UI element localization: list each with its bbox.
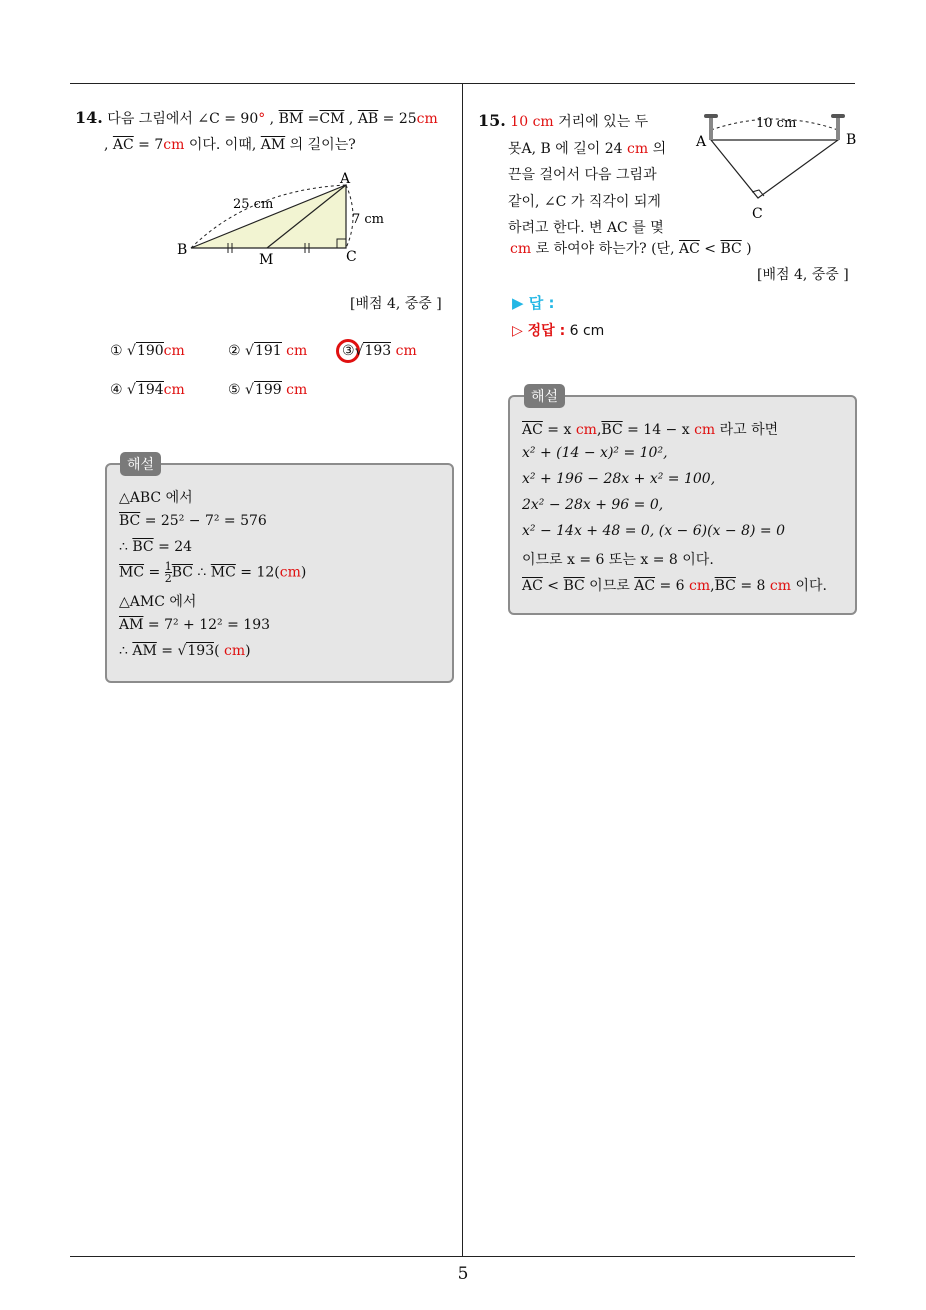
nail-b-shaft [836, 118, 840, 140]
q14-unit-2: cm [163, 137, 185, 153]
correct-answer [512, 320, 604, 340]
column-divider [462, 83, 463, 1257]
q15-sol-l7-a: < [542, 578, 564, 594]
q15-stem-line6 [510, 238, 752, 258]
q15-l2-unit: cm [627, 140, 649, 157]
q14-sol-l7-seg: $\overline{AM}$ [132, 643, 157, 659]
q15-seg-bc: $\overline{BC}$ [720, 241, 742, 257]
label-b: B [177, 242, 188, 258]
q14-sol-line7 [119, 643, 251, 659]
q14-sol-l4-seg: $\overline{MC}$ [119, 564, 145, 581]
q14-triangle-figure [170, 165, 400, 270]
choice-2-unit: cm [286, 343, 308, 359]
label-c: C [752, 206, 763, 222]
label-7cm: 7 cm [352, 212, 385, 227]
triangle-abc [191, 185, 346, 248]
choice-1-radicand: 190 [136, 343, 164, 359]
q14-eq: = [303, 111, 320, 127]
q15-sol-l7-seg: $\overline{AC}$ [522, 578, 543, 594]
q15-l2: 못A, B 에 길이 24 [508, 140, 623, 157]
q14-sol-l4-pre2: ∴ [192, 564, 211, 581]
nail-b-head [831, 114, 845, 118]
q15-sol-l7-u1: cm [689, 578, 711, 594]
q14-seg-am: $\overline{AM}$ [260, 137, 286, 153]
label-a: A [340, 171, 351, 187]
choice-4-unit: cm [163, 382, 185, 398]
q15-sol-l7-u2: cm [769, 578, 792, 594]
choice-2-radicand: 191 [254, 343, 282, 359]
q14-sol-l3-seg: $\overline{BC}$ [132, 539, 154, 555]
q14-sol-l4-close: ) [300, 564, 307, 581]
q14-sol-line2 [119, 513, 267, 529]
q15-sol-l7-seg2: $\overline{BC}$ [563, 578, 585, 594]
q14-degree: ° [258, 111, 266, 127]
q15-sol-line4: 2x² − 28x + 96 = 0, [522, 497, 664, 513]
label-b: B [846, 132, 857, 148]
q15-solution-box [508, 395, 857, 615]
q14-sol-line3 [119, 539, 192, 555]
choice-4[interactable]: ④ √194cm [110, 382, 185, 398]
q14-line2-mid: 이다. 이때, [184, 137, 261, 153]
q14-sol-seg-bc: $\overline{BC}$ [119, 513, 141, 529]
choice-1[interactable]: ① √190cm [110, 343, 185, 359]
q15-sol-l7-d: , [710, 578, 715, 594]
q14-seg-ab: $\overline{AB}$ [357, 111, 379, 127]
choice-3[interactable]: ③√193 cm [342, 343, 417, 359]
answer-label: ▶ 답 : [512, 294, 555, 312]
q14-stem-prefix: 다음 그림에서 ∠C = 90 [107, 111, 259, 127]
q15-sol-line6: 이므로 x = 6 또는 x = 8 이다. [522, 552, 714, 568]
label-m: M [259, 252, 274, 268]
choice-1-unit: cm [163, 343, 185, 359]
q15-sol-line2: x² + (14 − x)² = 10², [522, 445, 668, 461]
choice-5-num: ⑤ [228, 382, 241, 398]
q15-number: 15. [478, 111, 506, 130]
bottom-rule [70, 1256, 855, 1257]
q14-sol-l4-seg2: $\overline{BC}$ [171, 564, 193, 581]
q14-seg-cm: $\overline{CM}$ [319, 111, 345, 127]
q15-seg-ac: $\overline{AC}$ [679, 241, 700, 257]
q15-l1-val: 10 [510, 114, 529, 130]
label-10cm: 10 cm [756, 116, 797, 131]
q14-sol-l6-seg: $\overline{AM}$ [119, 617, 144, 633]
q14-sol-line4 [119, 561, 306, 584]
q14-sol-frac-num: 1 [164, 560, 172, 573]
q14-stem-line2 [104, 134, 356, 154]
q14-sol-fraction [165, 561, 172, 584]
nail-a-shaft [709, 118, 713, 140]
q15-l6-rest: 로 하여야 하는가? (단, [531, 241, 679, 257]
q15-sol-l1-u1: cm [575, 422, 597, 438]
q14-sol-l4-rest: = 12( [235, 564, 280, 581]
page-number: 5 [457, 1264, 469, 1284]
q15-l6-unit: cm [510, 241, 532, 257]
q14-seg-bm: $\overline{BM}$ [278, 111, 304, 127]
q14-sol-line5: △AMC 에서 [119, 594, 197, 610]
q14-sol-l7-rad: 193 [187, 643, 215, 659]
choice-4-num: ④ [110, 382, 123, 398]
choice-3-unit: cm [395, 343, 417, 359]
label-c: C [346, 249, 357, 265]
choice-5-unit: cm [286, 382, 308, 398]
q15-l2-rest: 의 [648, 140, 667, 157]
q14-sol-frac-den: 2 [164, 572, 172, 585]
q14-solution-box [105, 463, 454, 683]
q15-sol-l7-c: = 6 [655, 578, 690, 594]
choice-3-num: ③ [342, 343, 355, 359]
q15-lt: < [699, 241, 721, 257]
q15-sol-l1-seg2: $\overline{BC}$ [601, 422, 623, 438]
q14-number: 14. [75, 108, 103, 127]
q15-sol-l1-d: 라고 하면 [715, 422, 779, 438]
q15-sol-l1-u2: cm [694, 422, 716, 438]
label-a: A [696, 134, 707, 150]
q15-close: ) [741, 241, 752, 257]
q15-stem-line3: 끈을 걸어서 다음 그림과 [508, 167, 657, 183]
q14-stem-line1 [75, 108, 438, 128]
q15-sol-line1 [522, 419, 778, 439]
q14-sol-l7-eq: = √ [156, 643, 187, 659]
q14-sol-l7-open: ( [214, 643, 225, 659]
q15-sol-l1-a: = x [542, 422, 576, 438]
q14-sol-l4-seg3: $\overline{MC}$ [210, 564, 236, 581]
q14-sol-line1: △ABC 에서 [119, 490, 193, 506]
q14-sol-l3-rest: = 24 [153, 539, 193, 555]
q15-sol-l1-b: , [596, 422, 602, 438]
q15-meta: [배점 4, 중중 ] [757, 267, 849, 283]
q15-sol-l1-seg: $\overline{AC}$ [522, 422, 543, 438]
q15-sol-l7-seg3: $\overline{AC}$ [634, 578, 656, 594]
q14-sol-l7-unit: cm [224, 643, 246, 659]
q15-stem-line4: 같이, ∠C 가 직각이 되게 [508, 193, 661, 210]
q14-sol-l4-unit: cm [279, 564, 301, 581]
q14-ac-value: = 7 [133, 137, 164, 153]
q15-sol-line3: x² + 196 − 28x + x² = 100, [522, 471, 716, 487]
q14-seg-ac: $\overline{AC}$ [112, 137, 134, 153]
q15-stem [478, 108, 688, 242]
q14-sep1: , [265, 111, 279, 127]
q14-solution-label: 해설 [120, 452, 161, 476]
q14-sol-l7-close: ) [245, 643, 251, 659]
q15-sol-line5: x² − 14x + 48 = 0, (x − 6)(x − 8) = 0 [522, 523, 785, 539]
q14-meta: [배점 4, 중중 ] [350, 296, 442, 312]
q14-sep2: , [344, 111, 358, 127]
label-25cm: 25 cm [233, 197, 274, 212]
correct-answer-label: ▷ 정답 : [512, 323, 566, 339]
q15-stem-line5: 하려고 한다. 변 AC 를 몇 [508, 220, 664, 236]
q15-sol-l7-seg4: $\overline{BC}$ [714, 578, 736, 594]
q15-sol-l7-f: 이다. [791, 578, 827, 594]
choice-5[interactable]: ⑤ √199 cm [228, 382, 308, 398]
q14-line2-prefix: , [104, 137, 113, 153]
choice-3-radicand: 193 [364, 343, 392, 359]
correct-answer-value: 6 cm [569, 323, 605, 339]
q15-nail-figure [690, 108, 865, 223]
q15-solution-label: 해설 [524, 384, 565, 408]
q14-sol-line6 [119, 617, 270, 633]
q15-sol-l7-b: 이므로 [584, 578, 635, 594]
q14-sol-l7-pre: ∴ [119, 643, 133, 659]
q14-unit: cm [416, 111, 438, 127]
q15-sol-l7-e: = 8 [735, 578, 770, 594]
triangle-abc-string [711, 140, 838, 198]
choice-4-radicand: 194 [136, 382, 164, 398]
choice-2-num: ② [228, 343, 241, 359]
nail-a-head [704, 114, 718, 118]
q15-l1-unit: cm [532, 114, 554, 130]
q14-sol-l3-pre: ∴ [119, 539, 133, 555]
q15-sol-line7 [522, 575, 827, 595]
q15-stem-line2 [478, 136, 688, 163]
q14-sol-l6-rest: = 7² + 12² = 193 [143, 617, 271, 633]
choice-1-num: ① [110, 343, 123, 359]
choice-5-radicand: 199 [254, 382, 282, 398]
q14-ab-value: = 25 [378, 111, 417, 127]
q15-l1-rest: 거리에 있는 두 [553, 114, 649, 130]
q15-sol-l1-c: = 14 − x [622, 422, 695, 438]
q14-line2-suffix: 의 길이는? [285, 137, 356, 153]
q15-stem-line1 [478, 108, 688, 136]
choice-2[interactable]: ② √191 cm [228, 343, 308, 359]
q14-sol-l2-rest: = 25² − 7² = 576 [140, 513, 267, 529]
q14-sol-l4-eq: = [144, 564, 165, 581]
